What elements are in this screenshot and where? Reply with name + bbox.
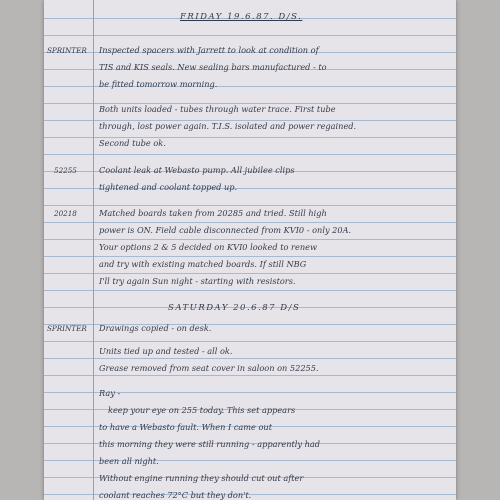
entry-line: I'll try again Sun night - starting with resistors. [99, 276, 296, 286]
entry-line: be fitted tomorrow morning. [99, 79, 218, 89]
entry-line: this morning they were still running - apparently had [99, 439, 321, 449]
entry-line: Drawings copied - on desk. [99, 323, 212, 333]
entry-line: to have a Webasto fault. When I came out [99, 422, 272, 432]
day-header-saturday: SATURDAY 20.6.87 D/S [168, 303, 301, 313]
entry-line: Without engine running they should cut out after [99, 473, 304, 483]
entry-line: tightened and coolant topped up. [99, 182, 238, 192]
notebook-page [44, 0, 456, 500]
entry-line: Your options 2 & 5 decided on KVI0 looked to renew [99, 242, 317, 252]
entry-line: Inspected spacers with Jarrett to look at condition of [99, 45, 319, 55]
entry-line: power is ON. Field cable disconnected from KVI0 - only 20A. [99, 225, 352, 235]
entry-line: coolant reaches 72°C but they don't. [99, 490, 252, 500]
entry-line: keep your eye on 255 today. This set appears [108, 405, 296, 415]
entry-line: Matched boards taken from 20285 and tried. Still high [99, 208, 327, 218]
entry-line: through, lost power again. T.I.S. isolated and power regained. [99, 121, 357, 131]
entry-line: Ray - [99, 388, 121, 398]
margin-line [93, 0, 94, 500]
entry-line: Second tube ok. [99, 138, 166, 148]
entry-label: 20218 [54, 209, 77, 218]
entry-line: Both units loaded - tubes through water trace. First tube [99, 104, 336, 114]
entry-line: and try with existing matched boards. If still NBG [99, 259, 307, 269]
entry-label: SPRINTER [47, 46, 87, 55]
entry-label: 52255 [54, 166, 77, 175]
entry-line: Coolant leak at Webasto pump. All jubilee clips [99, 165, 295, 175]
entry-line: TIS and KIS seals. New sealing bars manufactured - to [99, 62, 327, 72]
entry-line: Units tied up and tested - all ok. [99, 346, 233, 356]
entry-label: SPRINTER [47, 324, 87, 333]
entry-line: been all night. [99, 456, 159, 466]
entry-line: Grease removed from seat cover in saloon on 52255. [99, 363, 319, 373]
day-header-friday: FRIDAY 19.6.87. D/S. [180, 12, 303, 22]
